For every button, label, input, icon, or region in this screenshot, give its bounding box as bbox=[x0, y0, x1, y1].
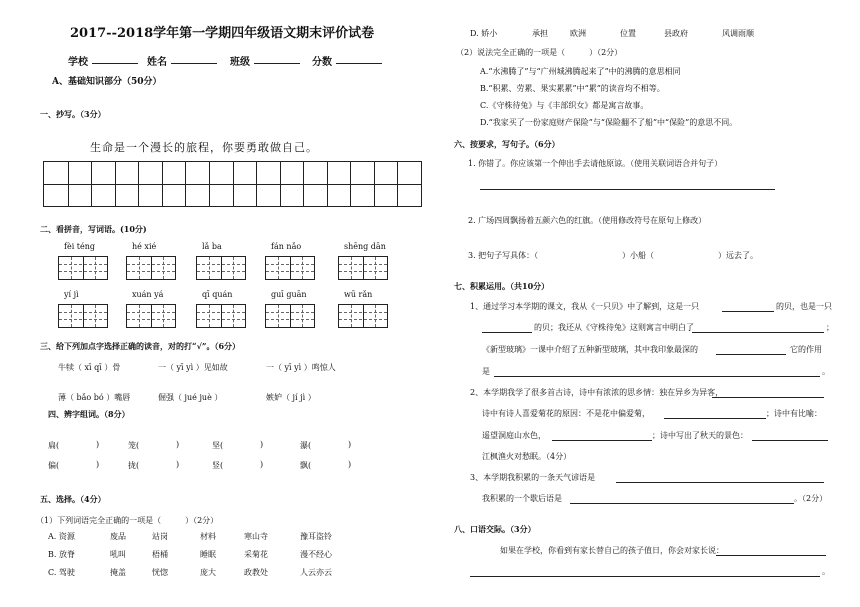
q3-item[interactable]: 牛犊（ xī qī ）骨 bbox=[58, 363, 121, 372]
q7-l1a: 1、通过学习本学期的课文，我从《一只贝》中了解到，这是一只 bbox=[470, 302, 700, 311]
pinyin-answer-box[interactable] bbox=[338, 256, 388, 280]
pinyin-label: qī quán bbox=[202, 290, 233, 299]
q6-s3c: ）远去了。 bbox=[718, 251, 758, 260]
q3-item[interactable]: 薄（ bǎo bó ）嘴唇 bbox=[58, 393, 131, 402]
q3-title: 三、给下列加点字选择正确的读音，对的打“√”。（6分） bbox=[40, 341, 241, 351]
q5-option-word: 县政府 bbox=[664, 29, 688, 38]
q5-option-word: 材料 bbox=[200, 532, 216, 541]
q5-option-word: 采菊花 bbox=[244, 550, 268, 559]
blank-line[interactable] bbox=[552, 440, 652, 441]
name-line[interactable] bbox=[171, 63, 217, 64]
pinyin-label: fèi téng bbox=[64, 242, 96, 251]
name-label: 姓名 bbox=[147, 57, 167, 68]
q7-l5a: 2、本学期我学了很多首古诗，诗中有浓浓的思乡情：独在异乡为异客， bbox=[470, 388, 724, 397]
pinyin-answer-box[interactable] bbox=[338, 304, 388, 328]
q3-item[interactable]: 一（ yī yì ）见如故 bbox=[158, 363, 228, 372]
q5-option-word[interactable]: A. 资源 bbox=[48, 532, 75, 541]
q4-cell[interactable]: ) bbox=[260, 440, 264, 449]
pinyin-label: guī guān bbox=[271, 290, 307, 299]
q5-option-word: 寒山寺 bbox=[244, 532, 268, 541]
q5-option-word[interactable]: D. 娇小 bbox=[470, 29, 498, 38]
class-line[interactable] bbox=[254, 63, 300, 64]
q6-answer-line[interactable] bbox=[480, 189, 775, 190]
q4-cell[interactable]: ) bbox=[348, 460, 352, 469]
q4-cell[interactable]: ) bbox=[176, 440, 180, 449]
q5-sub2-c[interactable]: C.《守株待兔》与《丰部织女》都是寓言故事。 bbox=[480, 101, 649, 110]
q5-option-word: 欧洲 bbox=[570, 29, 586, 38]
q7-l8: 江枫渔火对愁眠。（4分） bbox=[482, 452, 572, 461]
q7-l1b: 的贝，也是一只 bbox=[776, 302, 832, 311]
q4-cell[interactable]: ) bbox=[176, 460, 180, 469]
blank-line[interactable] bbox=[470, 576, 820, 577]
q4-cell[interactable]: ) bbox=[348, 440, 352, 449]
q5-option-word: 位置 bbox=[620, 29, 636, 38]
score-label: 分数 bbox=[312, 57, 332, 68]
q2-title: 二、看拼音，写词语。(10分) bbox=[40, 224, 147, 234]
pinyin-answer-box[interactable] bbox=[265, 304, 315, 328]
q5-option-word: 恍惚 bbox=[152, 568, 168, 577]
q8-text: 如果在学校，你看到有家长替自己的孩子值日，你会对家长说： bbox=[500, 546, 724, 555]
q5-option-word: 梧桶 bbox=[152, 550, 168, 559]
pinyin-label: wū rǎn bbox=[344, 290, 373, 299]
q5-option-word: 睡眠 bbox=[200, 550, 216, 559]
pinyin-answer-box[interactable] bbox=[58, 304, 108, 328]
q4-cell: 瀑( bbox=[300, 441, 312, 450]
q4-cell[interactable]: ) bbox=[96, 440, 100, 449]
q3-item[interactable]: 嫉妒（ jí jì ） bbox=[266, 393, 316, 402]
q5-option-word: 人云亦云 bbox=[300, 568, 332, 577]
q5-title: 五、选择。（4分） bbox=[40, 494, 106, 504]
pinyin-answer-box[interactable] bbox=[196, 256, 246, 280]
q5-sub2: （2）说法完全正确的一项是（ ）（2分） bbox=[456, 48, 623, 57]
class-label: 班级 bbox=[230, 57, 250, 68]
q6-s1: 1. 你错了。你应该第一个伸出手去请他原谅。（使用关联词语合并句子） bbox=[468, 159, 723, 168]
grid-row-line bbox=[44, 184, 421, 185]
q1-sentence: 生命是一个漫长的旅程，你要勇敢做自己。 bbox=[90, 141, 318, 154]
blank-line[interactable] bbox=[482, 332, 532, 333]
q4-title: 四、辨字组词。（8分） bbox=[48, 409, 130, 419]
q5-option-word: 废品 bbox=[110, 532, 126, 541]
blank-line[interactable] bbox=[616, 482, 824, 483]
q1-title: 一、抄写。（3分） bbox=[40, 109, 106, 119]
q7-l2end: ； bbox=[826, 323, 834, 332]
pinyin-label: shēng dān bbox=[344, 242, 386, 251]
q5-sub2-a[interactable]: A.“水沸腾了”与“广州城沸腾起来了”中的沸腾的意思相同 bbox=[480, 67, 681, 76]
q7-title: 七、积累运用。（共10分） bbox=[454, 281, 550, 291]
q3-item[interactable]: 倔强（ jué juè ） bbox=[158, 393, 223, 402]
q7-l7a: 遥望洞庭山水色， bbox=[482, 431, 546, 440]
pinyin-label: hé xié bbox=[132, 242, 157, 251]
q5-option-word: 站岗 bbox=[152, 532, 168, 541]
blank-line[interactable] bbox=[716, 555, 826, 556]
q4-cell[interactable]: ) bbox=[260, 460, 264, 469]
school-line[interactable] bbox=[92, 63, 138, 64]
q7-l3a: 《新型玻璃》一课中介绍了五种新型玻璃，其中我印象最深的 bbox=[482, 345, 698, 354]
pinyin-label: fán nǎo bbox=[271, 242, 302, 251]
q7-l10a: 我积累的一个歇后语是 bbox=[482, 494, 562, 503]
blank-line[interactable] bbox=[722, 311, 774, 312]
blank-line[interactable] bbox=[570, 503, 794, 504]
copy-grid[interactable] bbox=[43, 161, 422, 207]
q5-option-word: 掩盖 bbox=[110, 568, 126, 577]
pinyin-label: lǎ ba bbox=[202, 242, 222, 251]
q8-period: 。 bbox=[822, 567, 830, 576]
q5-option-word: 政教处 bbox=[244, 568, 268, 577]
school-label: 学校 bbox=[68, 57, 88, 68]
q5-sub1: （1）下列词语完全正确的一项是（ ）（2分） bbox=[36, 516, 219, 525]
score-line[interactable] bbox=[336, 63, 382, 64]
page-title: 2017--2018学年第一学期四年级语文期末评价试卷 bbox=[70, 26, 375, 41]
q3-item[interactable]: 一（ yī yì ）鸣惊人 bbox=[266, 363, 336, 372]
q5-option-word: 吼叫 bbox=[110, 550, 126, 559]
q6-s2: 2. 广场四周飘扬着五颜六色的红旗。（使用修改符号在原句上修改） bbox=[468, 216, 707, 225]
q4-cell: 偏( bbox=[48, 461, 60, 470]
q5-sub2-d[interactable]: D.“我家买了一份家庭财产保险”与“保险翻不了船”中“保险”的意思不同。 bbox=[480, 118, 738, 127]
blank-line[interactable] bbox=[494, 376, 820, 377]
q7-l6b: ；诗中有比喻： bbox=[766, 409, 822, 418]
q6-s3b: ）小船（ bbox=[622, 251, 654, 260]
q6-s3a: 3. 把句子写具体：（ bbox=[468, 251, 539, 260]
q5-option-word: 庞大 bbox=[200, 568, 216, 577]
blank-line[interactable] bbox=[752, 440, 828, 441]
q4-cell: 扁( bbox=[48, 441, 60, 450]
q7-l2a: 的贝；我还从《守株待兔》这则寓言中明白了 bbox=[534, 323, 694, 332]
pinyin-answer-box[interactable] bbox=[196, 304, 246, 328]
blank-line[interactable] bbox=[712, 397, 824, 398]
pinyin-answer-box[interactable] bbox=[126, 304, 176, 328]
q5-option-word[interactable]: B. 放脊 bbox=[48, 550, 75, 559]
q7-l6a: 诗中有诗人喜爱菊花的原因：不是花中偏爱菊， bbox=[482, 409, 650, 418]
pinyin-label: xuán yá bbox=[132, 290, 164, 299]
blank-line[interactable] bbox=[664, 418, 766, 419]
q7-l9a: 3、本学期我积累的一条天气谚语是 bbox=[470, 473, 596, 482]
q7-l3b: 它的作用 bbox=[790, 345, 822, 354]
q5-option-word: 豫耳盗铃 bbox=[300, 532, 332, 541]
q7-l10b: 。（2分） bbox=[794, 494, 828, 503]
q5-sub2-b[interactable]: B.“积累、劳累、果实累累”中“累”的读音均不相等。 bbox=[480, 84, 665, 93]
q4-cell: 拢( bbox=[128, 461, 140, 470]
q5-option-word: 风调雨顺 bbox=[722, 29, 754, 38]
pinyin-answer-box[interactable] bbox=[58, 256, 108, 280]
blank-line[interactable] bbox=[716, 354, 786, 355]
pinyin-label: yí jì bbox=[64, 290, 79, 299]
q5-option-word[interactable]: C. 驾驶 bbox=[48, 568, 75, 577]
q4-cell: 飘( bbox=[300, 461, 312, 470]
q5-option-word: 漫不经心 bbox=[300, 550, 332, 559]
part-a-heading: A、基础知识部分（50分） bbox=[52, 77, 162, 87]
q4-cell[interactable]: ) bbox=[96, 460, 100, 469]
q6-title: 六、按要求，写句子。（6分） bbox=[454, 139, 560, 149]
q7-l7b: ；诗中写出了秋天的景色： bbox=[652, 431, 748, 440]
q7-l4b: 。 bbox=[822, 367, 830, 376]
q5-option-word: 承担 bbox=[532, 29, 548, 38]
q4-cell: 坚( bbox=[212, 441, 224, 450]
q8-title: 八、口语交际。（3分） bbox=[454, 524, 536, 534]
q7-l4a: 是 bbox=[482, 367, 490, 376]
blank-line[interactable] bbox=[692, 332, 824, 333]
q4-cell: 竖( bbox=[212, 461, 224, 470]
q4-cell: 笼( bbox=[128, 441, 140, 450]
pinyin-answer-box[interactable] bbox=[265, 256, 315, 280]
pinyin-answer-box[interactable] bbox=[126, 256, 176, 280]
